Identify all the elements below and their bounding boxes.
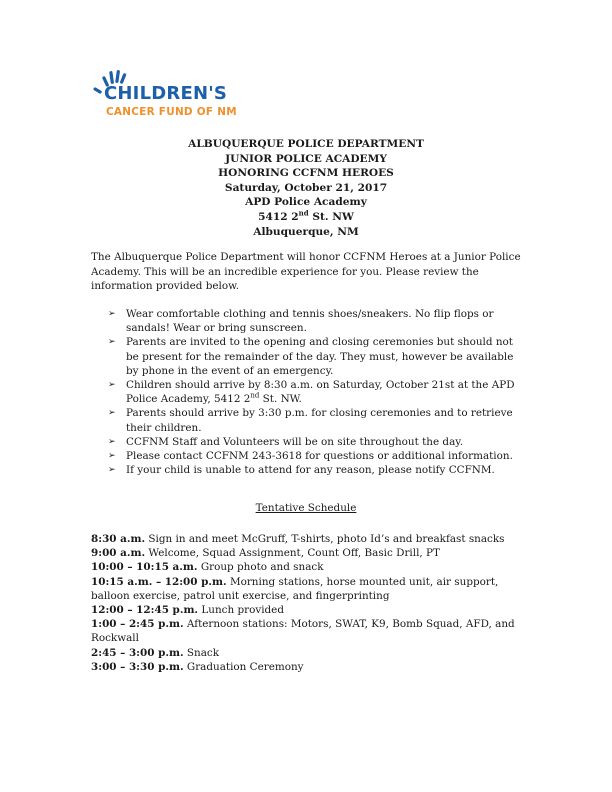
schedule-item — [91, 546, 521, 560]
schedule-desc: Sign in and meet McGruff, T-shirts, photo Id’s and breakfast snacks — [145, 533, 505, 545]
list-item: ➢ Please contact CCFNM 243-3618 for questions or additional information. — [108, 450, 513, 463]
list-item: ➢ Children should arrive by 8:30 a.m. on Saturday, October 21st at the APD Police Academy, 5412 2nd St. NW. — [108, 379, 515, 406]
schedule-desc: Group photo and snack — [197, 561, 324, 574]
list-item: ➢ Wear comfortable clothing and tennis shoes/sneakers. No flip flops or sandals! Wear or bring sunscreen. — [108, 308, 494, 335]
intro-paragraph: The Albuquerque Police Department will honor CCFNM Heroes at a Junior Police Academy. This will be an incredible experience for you. Please review the information provided below. — [91, 251, 521, 293]
schedule-item — [91, 646, 521, 660]
arrow-bullet-icon: ➢ — [108, 451, 116, 462]
schedule-desc: Snack — [183, 646, 220, 659]
arrow-bullet-icon: ➢ — [108, 309, 116, 319]
schedule-list — [91, 532, 521, 674]
list-item: ➢ Parents should arrive by 3:30 p.m. for closing ceremonies and to retrieve their children. — [108, 407, 513, 434]
list-item: ➢ If your child is unable to attend for any reason, please notify CCFNM. — [108, 464, 495, 477]
logo-subtitle: CANCER FUND OF NM — [106, 106, 237, 118]
info-bullet-list — [108, 307, 528, 477]
schedule-time: 12:00 – 12:45 p.m. — [91, 604, 199, 617]
schedule-desc: Graduation Ceremony — [183, 660, 304, 673]
schedule-time: 10:15 a.m. – 12:00 p.m. — [91, 575, 227, 588]
header-line-address: 5412 2nd St. NW — [258, 208, 354, 223]
arrow-bullet-icon: ➢ — [108, 337, 116, 348]
schedule-desc: Welcome, Squad Assignment, Count Off, Basic Drill, PT — [145, 547, 440, 560]
schedule-time: 2:45 – 3:00 p.m. — [91, 646, 184, 659]
header-line-city: Albuquerque, NM — [253, 225, 359, 238]
header-line-department: ALBUQUERQUE POLICE DEPARTMENT — [188, 138, 424, 150]
header-line-academy: JUNIOR POLICE ACADEMY — [225, 152, 387, 165]
schedule-time: 9:00 a.m. — [91, 547, 146, 560]
schedule-time: 8:30 a.m. — [91, 533, 146, 545]
schedule-desc: Afternoon stations: Motors, SWAT, K9, Bomb Squad, AFD, and Rockwall — [91, 618, 515, 645]
schedule-item — [91, 603, 521, 617]
header-line-honoring: HONORING CCFNM HEROES — [218, 167, 394, 180]
logo-wordmark: CHILDREN'S — [104, 83, 228, 104]
schedule-time: 1:00 – 2:45 p.m. — [91, 618, 184, 631]
schedule-item — [91, 532, 521, 546]
schedule-time: 3:00 – 3:30 p.m. — [91, 660, 184, 673]
schedule-item — [91, 660, 521, 674]
arrow-bullet-icon: ➢ — [108, 408, 116, 419]
arrow-bullet-icon: ➢ — [108, 436, 116, 447]
schedule-item — [91, 575, 521, 603]
header-line-venue: APD Police Academy — [245, 196, 367, 209]
document-header — [0, 137, 612, 239]
schedule-item — [91, 560, 521, 574]
arrow-bullet-icon: ➢ — [108, 465, 116, 476]
schedule-item — [91, 617, 521, 645]
schedule-desc: Morning stations, horse mounted unit, air support, balloon exercise, patrol unit exercise, and fingerprinting — [91, 575, 499, 602]
header-line-date: Saturday, October 21, 2017 — [224, 181, 388, 194]
schedule-time: 10:00 – 10:15 a.m. — [91, 561, 198, 574]
ccfnm-logo — [92, 70, 242, 122]
arrow-bullet-icon: ➢ — [108, 380, 116, 391]
list-item: ➢ CCFNM Staff and Volunteers will be on site throughout the day. — [108, 435, 464, 448]
schedule-title: Tentative Schedule — [255, 502, 357, 514]
schedule-desc: Lunch provided — [198, 604, 284, 617]
list-item: ➢ Parents are invited to the opening and closing ceremonies but should not be present for the remainder of the day. They must, however be available by phone in the event of an emergency. — [108, 336, 514, 377]
